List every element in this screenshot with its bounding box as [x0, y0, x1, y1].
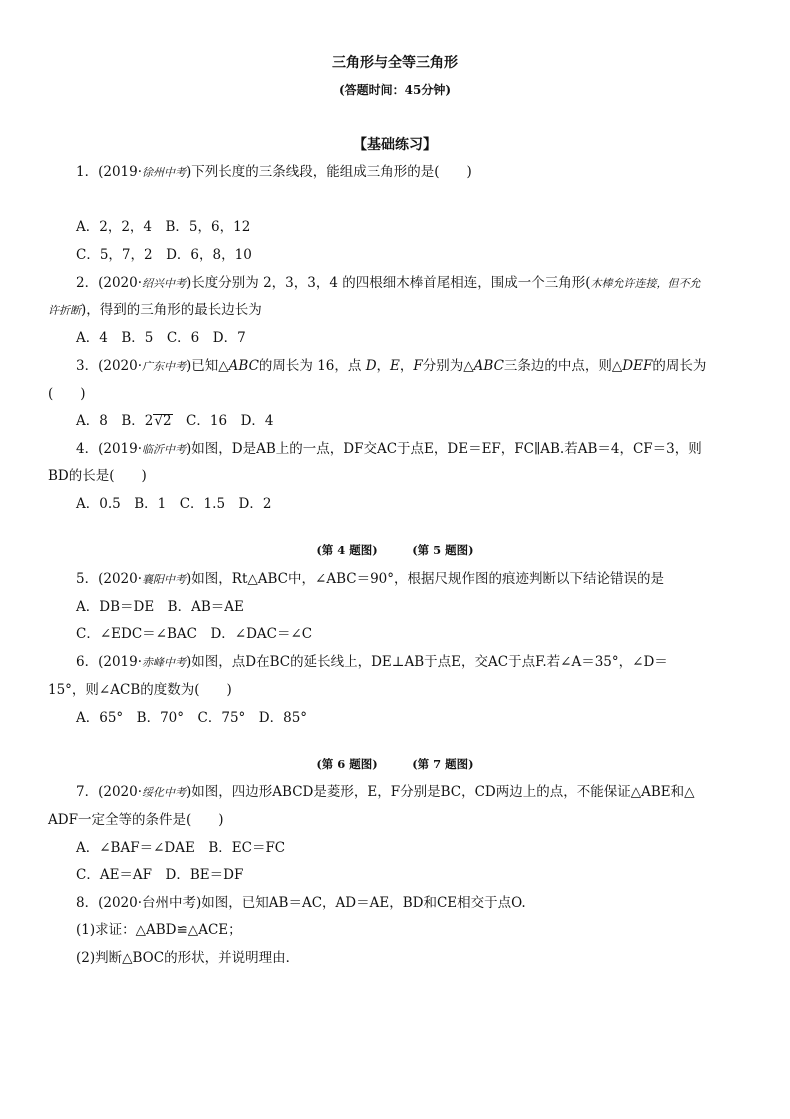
sqrt-radicand: 2 — [162, 413, 172, 429]
q7-number: 7．(2020· — [76, 784, 143, 800]
q1-options-cd: C．5，7，2 D．6，8，10 — [76, 247, 252, 263]
question-6-cont: 15°，则∠ACB的度数为( ) — [48, 682, 232, 698]
q7-source: 绥化中考 — [142, 786, 187, 799]
figure-caption-4-5: (第 4 题图) (第 5 题图) — [316, 543, 474, 557]
q5-text: )如图，Rt△ABC中，∠ABC＝90°，根据尺规作图的痕迹判断以下结论错误的是 — [186, 571, 664, 587]
q3-number: 3．(2020· — [76, 358, 143, 374]
q3-paren: ( ) — [48, 386, 86, 402]
q6-text: )如图，点D在BC的延长线上，DE⊥AB于点E，交AC于点F.若∠A＝35°，∠D＝ — [186, 654, 668, 670]
time-note: (答题时间：45分钟) — [338, 83, 452, 97]
q3-text: )已知△ — [186, 358, 229, 374]
q7-text: )如图，四边形ABCD是菱形，E，F分别是BC，CD两边上的点，不能保证△ABE和△ — [186, 784, 695, 800]
question-4 — [76, 440, 702, 459]
q2-note: 木棒允许连接，但不允 — [590, 277, 701, 290]
q3-var: D — [365, 358, 377, 374]
q4-number: 4．(2019· — [76, 441, 143, 457]
sqrt-symbol: √2 — [154, 413, 172, 429]
q6-source: 赤峰中考 — [142, 656, 187, 669]
q3-options — [76, 412, 273, 430]
q4-source: 临沂中考 — [142, 443, 187, 456]
q1-text: )下列长度的三条线段，能组成三角形的是( ) — [186, 164, 472, 180]
q3-text: ， — [399, 358, 414, 374]
q3-var: F — [413, 358, 423, 374]
q2-text: )长度分别为 2，3，3，4 的四根细木棒首尾相连，围成一个三角形( — [186, 275, 591, 291]
question-5 — [76, 570, 664, 589]
q3-source: 广东中考 — [142, 360, 187, 373]
q3-text: 的周长为 — [652, 358, 707, 374]
q2-source: 绍兴中考 — [142, 277, 187, 290]
q5-source: 襄阳中考 — [142, 573, 187, 586]
q2-number: 2．(2020· — [76, 275, 143, 291]
q3-var: DEF — [622, 358, 653, 374]
figure-caption-6-7: (第 6 题图) (第 7 题图) — [316, 757, 474, 771]
question-6 — [76, 653, 668, 672]
q3-options-rest: C．16 D．4 — [172, 413, 274, 429]
q2-note-cont: 许折断 — [48, 304, 81, 317]
q3-option-a: A．8 B．2 — [76, 413, 154, 429]
question-2-cont — [48, 301, 262, 320]
q3-var: ABC — [473, 358, 504, 374]
q3-text: 分别为△ — [422, 358, 474, 374]
q4-options: A．0.5 B．1 C．1.5 D．2 — [76, 496, 272, 512]
q3-text: 的周长为 16，点 — [258, 358, 362, 374]
q8-part-2: (2)判断△BOC的形状，并说明理由． — [76, 950, 300, 966]
q5-options-ab: A．DB＝DE B．AB＝AE — [76, 599, 244, 615]
q2-options: A．4 B．5 C．6 D．7 — [76, 330, 246, 346]
page-title: 三角形与全等三角形 — [332, 55, 458, 71]
q2-text-cont: )，得到的三角形的最长边长为 — [81, 302, 262, 318]
q8-part-1: (1)求证：△ABD≌△ACE； — [76, 922, 242, 938]
q4-text: )如图，D是AB上的一点，DF交AC于点E，DE＝EF，FC∥AB.若AB＝4，CF＝3，则 — [186, 441, 702, 457]
q3-var: E — [390, 358, 400, 374]
section-heading: 【基础练习】 — [353, 137, 437, 153]
q1-options-ab: A．2，2，4 B．5，6，12 — [76, 219, 251, 235]
q1-source: 徐州中考 — [142, 166, 187, 179]
question-3 — [76, 357, 706, 376]
q5-options-cd: C．∠EDC＝∠BAC D．∠DAC＝∠C — [76, 626, 313, 642]
question-2 — [76, 274, 701, 293]
q3-text: 三条边的中点，则△ — [503, 358, 623, 374]
question-7-cont: ADF一定全等的条件是( ) — [48, 812, 224, 828]
q6-number: 6．(2019· — [76, 654, 143, 670]
question-1 — [76, 163, 472, 182]
q3-text: ， — [376, 358, 391, 374]
question-7 — [76, 783, 695, 802]
q6-options: A．65° B．70° C．75° D．85° — [76, 710, 308, 726]
q1-number: 1．(2019· — [76, 164, 143, 180]
question-8: 8．(2020·台州中考)如图，已知AB＝AC，AD＝AE，BD和CE相交于点O. — [76, 895, 526, 911]
question-4-cont: BD的长是( ) — [48, 468, 147, 484]
q7-options-ab: A．∠BAF＝∠DAE B．EC＝FC — [76, 840, 286, 856]
q7-options-cd: C．AE＝AF D．BE＝DF — [76, 867, 244, 883]
q3-var: ABC — [228, 358, 259, 374]
q5-number: 5．(2020· — [76, 571, 143, 587]
